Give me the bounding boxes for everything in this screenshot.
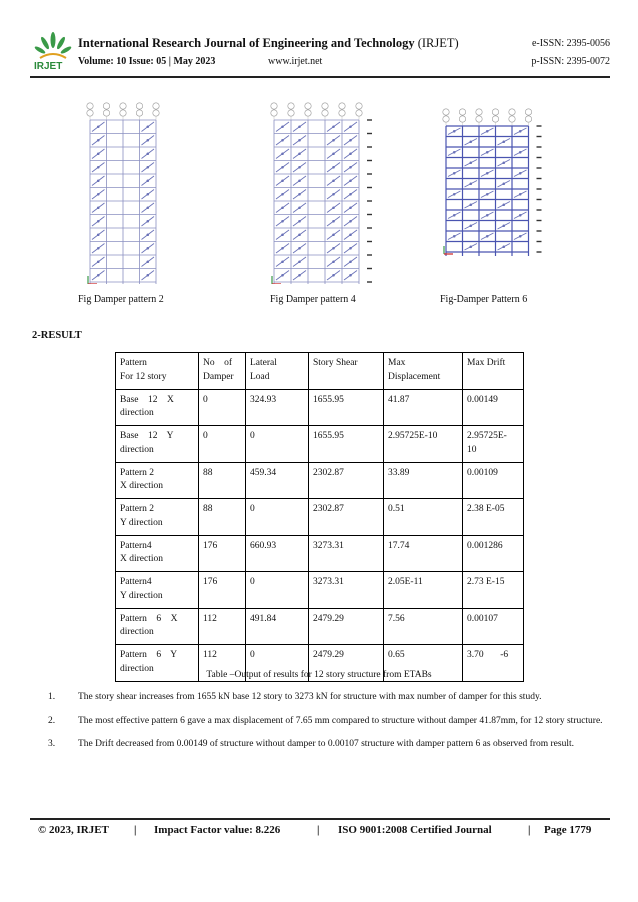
damper-node [298,179,301,182]
list-number: 1. [48,692,56,702]
table-cell: 0 [246,499,309,536]
damper-node [146,166,149,169]
table-cell: Base 12 Y direction [116,426,199,463]
page-header [30,28,610,78]
table-cell: 0.001286 [463,535,524,572]
table-cell: 88 [199,462,246,499]
damper-node [519,214,522,217]
damper-node [146,152,149,155]
table-cell: 3.70 -6 [463,645,524,682]
damper-node [97,206,100,209]
list-text: The story shear increases from 1655 kN base 12 story to 3273 kN for structure with max number of damper for this study. [78,692,542,702]
table-cell: 459.34 [246,462,309,499]
damper-node [502,161,505,164]
footer-separator: | [528,824,531,836]
damper-node [453,235,456,238]
table-cell: Pattern 2 Y direction [116,499,199,536]
damper-node [146,220,149,223]
damper-node [502,203,505,206]
damper-node [146,247,149,250]
table-row [116,426,524,463]
list-text: The most effective pattern 6 gave a max displacement of 7.65 mm compared to structure without damper 41.87mm, for 12 story structure. [78,715,603,726]
damper-node [97,193,100,196]
section-title: 2-RESULT [32,330,82,341]
table-cell: 0.00109 [463,462,524,499]
damper-node [146,125,149,128]
grid-bubble [87,110,93,116]
grid-bubble [443,109,449,115]
damper-node [349,247,352,250]
damper-node [332,247,335,250]
journal-title: International Research Journal of Engineering and Technology (IRJET) [78,36,459,50]
table-cell: Pattern 6 X direction [116,608,199,645]
damper-node [332,206,335,209]
table-cell: 0 [246,572,309,609]
header-max-displacement: Max Displacement [384,353,463,390]
table-header-row [116,353,524,390]
damper-node [486,151,489,154]
damper-node [332,152,335,155]
damper-node [469,161,472,164]
grid-bubble [356,103,362,109]
damper-node [453,172,456,175]
grid-bubble [525,116,531,122]
figure-caption-pattern-4: Fig Damper pattern 4 [270,294,356,305]
footer-divider [30,818,610,820]
damper-node [146,193,149,196]
damper-node [519,235,522,238]
damper-node [469,224,472,227]
damper-node [502,224,505,227]
table-row [116,572,524,609]
footer-separator: | [134,824,137,836]
table-row [116,535,524,572]
table-cell: 2479.29 [309,608,384,645]
damper-node [349,274,352,277]
damper-node [486,193,489,196]
table-row [116,608,524,645]
damper-node [332,139,335,142]
damper-node [298,247,301,250]
figure-damper-pattern-4 [266,98,378,284]
table-cell: 2479.29 [309,645,384,682]
table-cell: 491.84 [246,608,309,645]
table-body [116,389,524,681]
table-cell: 324.93 [246,389,309,426]
table-row [116,462,524,499]
damper-node [281,152,284,155]
damper-node [97,233,100,236]
damper-node [453,130,456,133]
damper-node [298,152,301,155]
grid-bubble [305,103,311,109]
damper-node [519,172,522,175]
grid-bubble [120,110,126,116]
table-cell: 2.38 E-05 [463,499,524,536]
table-cell: 0.00149 [463,389,524,426]
damper-node [486,130,489,133]
damper-node [97,179,100,182]
damper-node [453,214,456,217]
frame-elevation-pattern-2 [82,98,182,284]
table-cell: Pattern 6 Y direction [116,645,199,682]
grid-bubble [509,116,515,122]
table-cell: 176 [199,535,246,572]
figure-damper-pattern-6 [440,106,544,262]
table-cell: 0.51 [384,499,463,536]
header-pattern: Pattern For 12 story [116,353,199,390]
grid-bubble [271,110,277,116]
footer-iso: ISO 9001:2008 Certified Journal [338,824,492,836]
damper-node [281,220,284,223]
damper-node [97,260,100,263]
damper-node [349,220,352,223]
damper-node [332,193,335,196]
list-item [48,690,603,705]
table-cell: Pattern 2 X direction [116,462,199,499]
damper-node [298,206,301,209]
table-cell: 0.65 [384,645,463,682]
table-cell: 7.56 [384,608,463,645]
footer-copyright: © 2023, IRJET [38,824,109,836]
grid-bubble [153,110,159,116]
damper-node [146,260,149,263]
logo-text: IRJET [34,61,63,72]
list-text: The Drift decreased from 0.00149 of structure without damper to 0.00107 structure with damper pattern 6 as observed from result. [78,739,574,750]
damper-node [298,139,301,142]
grid-bubble [136,103,142,109]
damper-node [97,139,100,142]
p-issn: p-ISSN: 2395-0072 [531,56,610,67]
damper-node [281,193,284,196]
table-cell: 660.93 [246,535,309,572]
list-number: 2. [48,715,56,726]
damper-node [281,206,284,209]
damper-node [146,274,149,277]
figure-caption-pattern-2: Fig Damper pattern 2 [78,294,164,305]
table-cell: 0.00107 [463,608,524,645]
grid-bubble [525,109,531,115]
damper-node [97,125,100,128]
list-number: 3. [48,739,56,750]
damper-node [349,152,352,155]
damper-node [469,203,472,206]
table-cell: 41.87 [384,389,463,426]
table-cell: Pattern4 X direction [116,535,199,572]
findings-list [48,690,603,761]
grid-bubble [288,103,294,109]
header-max-drift: Max Drift [463,353,524,390]
grid-bubble [339,103,345,109]
damper-node [519,151,522,154]
damper-node [97,220,100,223]
damper-node [332,260,335,263]
damper-node [281,139,284,142]
damper-node [146,139,149,142]
damper-node [298,166,301,169]
header-story-shear: Story Shear [309,353,384,390]
table-cell: 0 [199,389,246,426]
header-no-of-damper: No of Damper [199,353,246,390]
table-cell: 88 [199,499,246,536]
damper-node [281,125,284,128]
frame-elevation-pattern-6 [440,106,544,262]
grid-bubble [288,110,294,116]
damper-node [486,172,489,175]
damper-node [298,274,301,277]
figure-caption-pattern-6: Fig-Damper Pattern 6 [440,294,528,305]
header-lateral-load: Lateral Load [246,353,309,390]
damper-node [349,206,352,209]
damper-node [349,166,352,169]
website-link[interactable]: www.irjet.net [268,56,323,67]
results-table [115,352,524,682]
damper-node [332,233,335,236]
volume-issue: Volume: 10 Issue: 05 | May 2023 [78,56,216,67]
damper-node [349,125,352,128]
grid-bubble [136,110,142,116]
grid-bubble [339,110,345,116]
grid-bubble [103,103,109,109]
table-cell: 0 [246,645,309,682]
damper-node [469,182,472,185]
grid-bubble [356,110,362,116]
damper-node [281,166,284,169]
damper-node [486,235,489,238]
grid-bubble [322,103,328,109]
damper-node [332,166,335,169]
damper-node [469,245,472,248]
table-cell: 2.95725E- 10 [463,426,524,463]
damper-node [349,193,352,196]
footer-separator: | [317,824,320,836]
grid-bubble [476,109,482,115]
damper-node [502,245,505,248]
e-issn: e-ISSN: 2395-0056 [531,38,610,49]
damper-node [332,125,335,128]
list-item [48,737,603,752]
table-cell: Base 12 X direction [116,389,199,426]
grid-bubble [305,110,311,116]
grid-bubble [153,103,159,109]
table-cell: 1655.95 [309,426,384,463]
damper-node [97,152,100,155]
damper-node [298,220,301,223]
list-item [48,714,603,729]
table-cell: 176 [199,572,246,609]
damper-node [502,140,505,143]
table-cell: 2.73 E-15 [463,572,524,609]
damper-node [281,260,284,263]
table-cell: 112 [199,608,246,645]
table-cell: 112 [199,645,246,682]
damper-node [332,274,335,277]
damper-node [453,193,456,196]
footer-page-number: Page 1779 [544,824,592,836]
damper-node [281,233,284,236]
grid-bubble [492,109,498,115]
figure-damper-pattern-2 [82,98,182,284]
table-cell: Pattern4 Y direction [116,572,199,609]
journal-abbreviation: (IRJET) [417,36,459,50]
damper-node [97,247,100,250]
damper-node [97,166,100,169]
damper-node [519,193,522,196]
table-cell: 2.05E-11 [384,572,463,609]
table-cell: 3273.31 [309,572,384,609]
damper-node [298,125,301,128]
grid-bubble [87,103,93,109]
grid-bubble [459,109,465,115]
grid-bubble [103,110,109,116]
damper-node [519,130,522,133]
damper-node [298,193,301,196]
grid-bubble [492,116,498,122]
damper-node [349,179,352,182]
table-cell: 0 [246,426,309,463]
table-cell: 0 [199,426,246,463]
grid-bubble [322,110,328,116]
damper-node [453,151,456,154]
table-caption: Table –Output of results for 12 story structure from ETABs [206,670,432,680]
damper-node [97,274,100,277]
table-cell: 2.95725E-10 [384,426,463,463]
damper-node [349,139,352,142]
damper-node [349,233,352,236]
damper-node [469,140,472,143]
damper-node [281,274,284,277]
damper-node [146,206,149,209]
table-cell: 1655.95 [309,389,384,426]
header-divider [30,76,610,78]
table-cell: 17.74 [384,535,463,572]
table-cell: 33.89 [384,462,463,499]
damper-node [146,179,149,182]
frame-elevation-pattern-4 [266,98,378,284]
grid-bubble [459,116,465,122]
damper-node [502,182,505,185]
grid-bubble [443,116,449,122]
damper-node [281,247,284,250]
table-cell: 2302.87 [309,462,384,499]
grid-bubble [271,103,277,109]
grid-bubble [120,103,126,109]
grid-bubble [476,116,482,122]
damper-node [281,179,284,182]
table-row [116,499,524,536]
damper-node [486,214,489,217]
table-row [116,389,524,426]
footer-impact-factor: Impact Factor value: 8.226 [154,824,281,836]
damper-node [146,233,149,236]
damper-node [349,260,352,263]
table-cell: 2302.87 [309,499,384,536]
damper-node [332,179,335,182]
grid-bubble [509,109,515,115]
damper-node [298,233,301,236]
table-cell: 3273.31 [309,535,384,572]
damper-node [298,260,301,263]
damper-node [332,220,335,223]
